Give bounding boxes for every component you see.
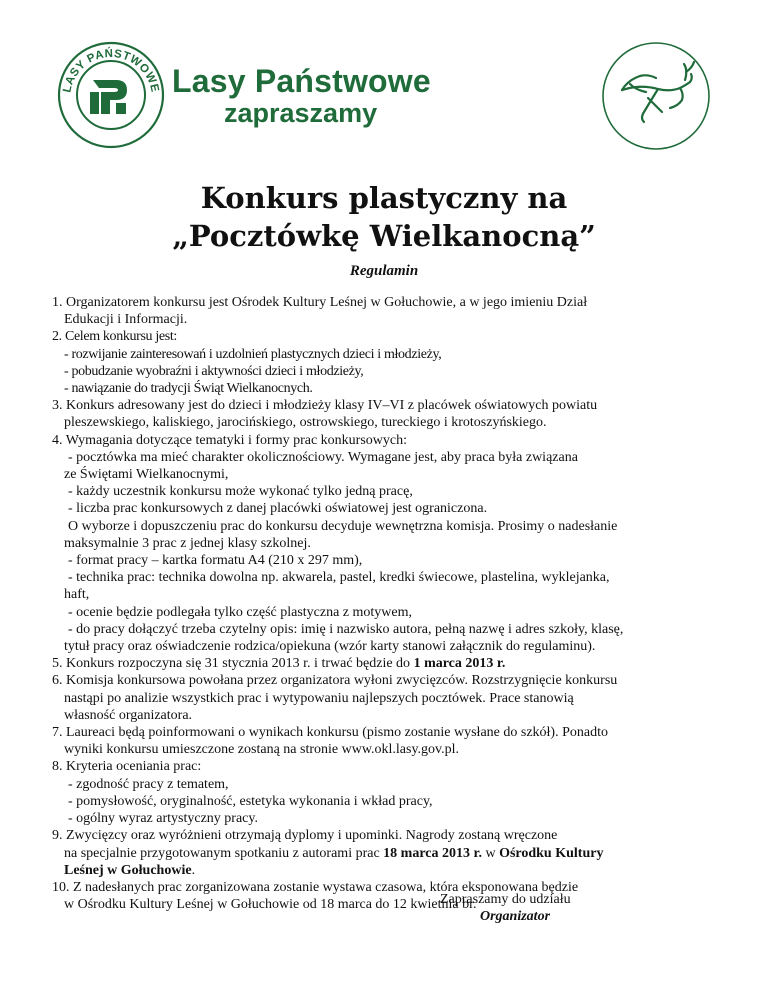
svg-text:LASY PAŃSTWOWE: LASY PAŃSTWOWE: [61, 47, 161, 94]
rule-line: 10. Z nadesłanych prac zorganizowana zostanie wystawa czasowa, która eksponowana będzie: [52, 879, 579, 895]
rule-date-bold: 1 marca 2013 r.: [413, 656, 506, 672]
rule-line: [52, 862, 732, 879]
rule-line: - format pracy – kartka formatu A4 (210 x 297 mm),: [68, 553, 363, 569]
brand-slogan: zapraszamy: [224, 98, 378, 128]
rule-line: - pobudzanie wyobraźni i aktywności dzieci i młodzieży,: [64, 363, 364, 379]
rule-line: - pomysłowość, oryginalność, estetyka wykonania i wkład pracy,: [68, 793, 433, 809]
rule-date-bold: 18 marca 2013 r.: [383, 845, 482, 861]
rule-line: w Ośrodku Kultury Leśnej w Gołuchowie od 18 marca do 12 kwietnia br.: [64, 897, 477, 913]
rule-line: 3. Konkurs adresowany jest do dzieci i młodzieży klasy IV–VI z placówek oświatowych powiatu: [52, 398, 598, 414]
rule-line: [52, 655, 732, 672]
subtitle-regulamin: Regulamin: [349, 263, 419, 279]
rules-list: [52, 294, 732, 913]
rule-venue-bold: Ośrodku Kultury: [499, 845, 604, 861]
rule-line: [52, 845, 732, 862]
rule-line: 9. Zwycięzcy oraz wyróżnieni otrzymają dyplomy i upominki. Nagrody zostaną wręczone: [52, 828, 558, 844]
rule-line: - pocztówka ma mieć charakter okolicznościowy. Wymagane jest, aby praca była związana: [68, 449, 578, 465]
rule-text: w: [481, 845, 500, 861]
rule-line: - zgodność pracy z tematem,: [68, 776, 229, 792]
rule-line: pleszewskiego, kaliskiego, jarocińskiego, ostrowskiego, tureckiego i krotoszyńskiego.: [64, 415, 547, 431]
rule-line: nastąpi po analizie wszystkich prac i wytypowaniu najlepszych pocztówek. Prace stanowią: [64, 690, 574, 706]
rule-line: ze Świętami Wielkanocnymi,: [64, 467, 229, 483]
rule-line: - każdy uczestnik konkursu może wykonać tylko jedną pracę,: [68, 484, 413, 500]
rule-line: - ogólny wyraz artystyczny pracy.: [68, 811, 258, 827]
rule-line: - technika prac: technika dowolna np. akwarela, pastel, kredki świecowe, plastelina, wyklejanka,: [68, 570, 610, 586]
lasy-panstwowe-logo: [56, 40, 166, 150]
rule-line: - ocenie będzie podlegała tylko część plastyczna z motywem,: [68, 604, 413, 620]
rule-line: 8. Kryteria oceniania prac:: [52, 759, 202, 775]
brand-name: Lasy Państwowe: [172, 63, 431, 99]
title-line-2: „Pocztówkę Wielkanocną”: [172, 219, 596, 253]
rule-line: - rozwijanie zainteresowań i uzdolnień plastycznych dzieci i młodzieży,: [64, 346, 442, 362]
rule-line: tytuł pracy oraz oświadczenie rodzica/opiekuna (wzór karty stanowi załącznik do regulaminu).: [64, 639, 596, 655]
rule-text: 5. Konkurs rozpoczyna się 31 stycznia 2013 r. i trwać będzie do: [52, 656, 414, 672]
rule-line: 1. Organizatorem konkursu jest Ośrodek Kultury Leśnej w Gołuchowie, a w jego imieniu Dział: [52, 295, 588, 310]
rule-text: na specjalnie przygotowanym spotkaniu z autorami prac: [64, 845, 384, 861]
rule-line: Edukacji i Informacji.: [64, 312, 188, 328]
title-line-1: Konkurs plastyczny na: [200, 181, 568, 215]
rule-line: 6. Komisja konkursowa powołana przez organizatora wyłoni zwycięzców. Rozstrzygnięcie konkursu: [52, 673, 618, 689]
organizer-signature: Organizator: [480, 909, 551, 924]
rule-line: O wyborze i dopuszczeniu prac do konkursu decyduje wewnętrzna komisja. Prosimy o nadesłanie: [68, 518, 618, 534]
closing-invite: Zapraszamy do udziału: [440, 892, 571, 907]
brand-block: [172, 64, 431, 128]
closing-block: [440, 891, 571, 925]
rule-line: - liczba prac konkursowych z danej placówki oświatowej jest ograniczona.: [68, 501, 488, 517]
deer-emblem-logo: [600, 40, 712, 152]
rule-line: wyniki konkursu umieszczone zostaną na stronie www.okl.lasy.gov.pl.: [64, 742, 460, 758]
rule-text: .: [191, 862, 196, 878]
rule-line: haft,: [64, 587, 90, 603]
rule-line: własność organizatora.: [64, 707, 193, 723]
rule-venue-bold: Leśnej w Gołuchowie: [64, 862, 192, 878]
rule-line: - nawiązanie do tradycji Świąt Wielkanocnych.: [64, 381, 313, 397]
rule-line: maksymalnie 3 prac z jednej klasy szkolnej.: [64, 535, 311, 551]
rule-line: - do pracy dołączyć trzeba czytelny opis: imię i nazwisko autora, pełną nazwę i adres szkoły, klasę,: [68, 621, 624, 637]
rule-line: 7. Laureaci będą poinformowani o wynikach konkursu (pismo zostanie wysłane do szkół). Ponadto: [52, 725, 608, 741]
rule-line: 4. Wymagania dotyczące tematyki i formy prac konkursowych:: [52, 432, 408, 448]
rule-line: 2. Celem konkursu jest:: [52, 329, 177, 345]
